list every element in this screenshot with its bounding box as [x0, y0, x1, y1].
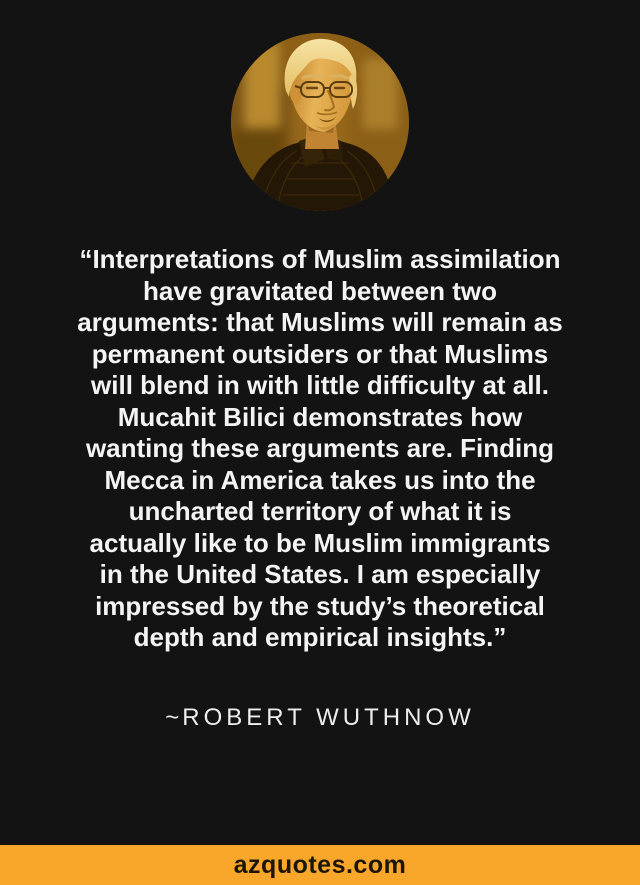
author-name: ROBERT WUTHNOW: [182, 703, 475, 731]
quote-line: in the United States. I am especially: [99, 559, 541, 589]
quote-line: will blend in with little difficulty at all.: [91, 370, 549, 400]
quote-line: arguments: that Muslims will remain as: [77, 307, 563, 337]
quote-line: uncharted territory of what it is: [128, 496, 512, 526]
portrait-image: [231, 33, 409, 211]
quote-text: [0, 244, 640, 654]
site-watermark: azquotes.com: [233, 851, 407, 879]
author-portrait: [231, 33, 409, 211]
author-tilde: ~: [165, 703, 181, 731]
quote-line: impressed by the study’s theoretical: [95, 590, 545, 621]
quote-line: Mecca in America takes us into the: [104, 464, 536, 495]
quote-line: wanting these arguments are. Finding: [85, 433, 555, 463]
quote-line: depth and empirical insights.”: [133, 622, 507, 652]
quote-line: Mucahit Bilici demonstrates how: [117, 401, 523, 432]
author-line: [0, 704, 640, 732]
quote-line: actually like to be Muslim immigrants: [89, 527, 551, 558]
quote-line: permanent outsiders or that Muslims: [91, 338, 549, 369]
quote-line: have gravitated between two: [143, 275, 497, 306]
quote-line: “Interpretations of Muslim assimilation: [79, 244, 561, 274]
quote-card: [0, 33, 640, 885]
site-footer-bar: [0, 845, 640, 885]
